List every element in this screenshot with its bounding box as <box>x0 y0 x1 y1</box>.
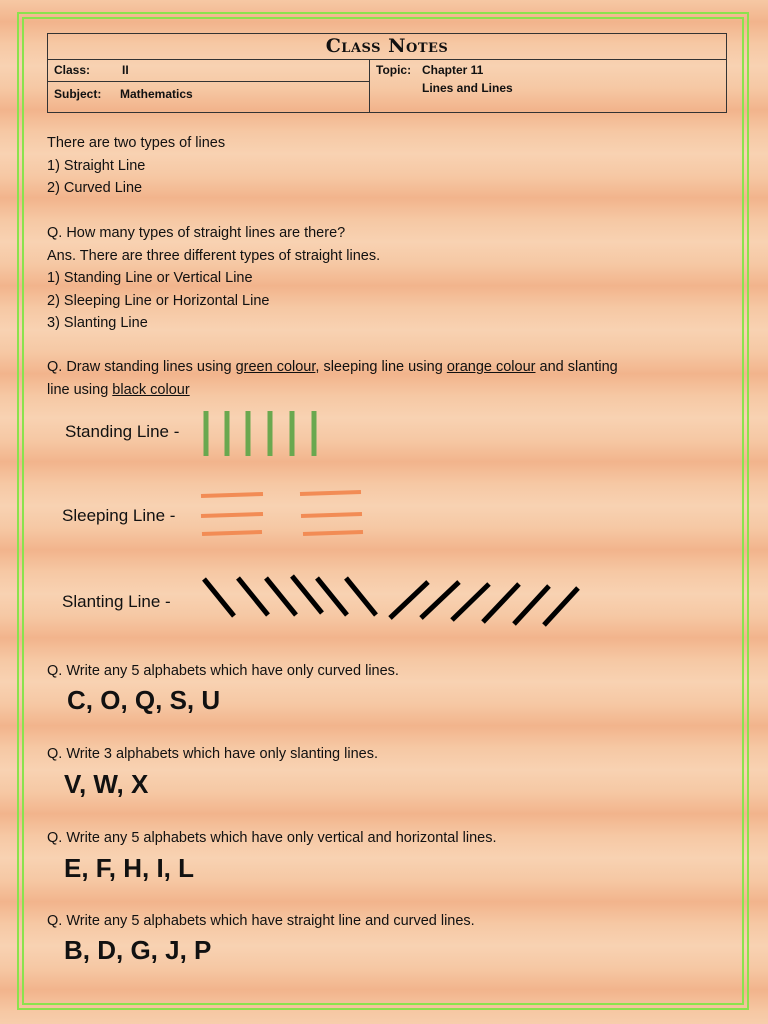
q5-answer: E, F, H, I, L <box>64 853 195 883</box>
sleeping-line <box>201 494 263 496</box>
standing-line-label: Standing Line - <box>65 422 180 441</box>
black-colour-text: black colour <box>112 381 190 398</box>
q2-text: , sleeping line using <box>315 359 447 375</box>
standing-lines <box>206 411 314 456</box>
q1-item: 1) Standing Line or Vertical Line <box>47 270 253 286</box>
sleeping-line-label: Sleeping Line - <box>62 506 176 525</box>
subject-label: Subject: <box>54 87 102 101</box>
q2-text: Q. Draw standing lines using <box>47 359 236 375</box>
q1-answer: Ans. There are three different types of straight lines. <box>47 247 381 264</box>
slanting-line <box>514 586 549 624</box>
q5-question: Q. Write any 5 alphabets which have only vertical and horizontal lines. <box>47 830 497 846</box>
q4-question: Q. Write 3 alphabets which have only slanting lines. <box>47 746 378 762</box>
slanting-line-label: Slanting Line - <box>62 592 171 611</box>
sleeping-line <box>301 514 362 516</box>
sleeping-lines <box>201 492 363 534</box>
intro-line: There are two types of lines <box>47 135 226 151</box>
q1-item: 2) Sleeping Line or Horizontal Line <box>47 292 270 309</box>
intro-line: 1) Straight Line <box>47 157 146 174</box>
topic-line2: Lines and Lines <box>422 81 513 95</box>
q1-item: 3) Slanting Line <box>47 315 148 331</box>
slanting-line <box>544 588 578 625</box>
sleeping-line <box>303 532 363 534</box>
slanting-line <box>238 578 268 615</box>
slanting-line <box>204 579 234 616</box>
slanting-line <box>452 584 489 620</box>
subject-value: Mathematics <box>120 87 193 101</box>
page-title: Class Notes <box>48 34 726 60</box>
sleeping-line <box>300 492 361 494</box>
q6-question: Q. Write any 5 alphabets which have straight line and curved lines. <box>47 913 475 929</box>
slanting-lines <box>204 576 578 625</box>
green-colour-text: green colour <box>235 359 316 375</box>
class-label: Class: <box>54 63 91 77</box>
q4-answer: V, W, X <box>64 769 149 799</box>
slanting-line <box>483 584 519 622</box>
sleeping-line <box>202 532 262 534</box>
slanting-line <box>390 582 428 618</box>
q1-question: Q. How many types of straight lines are there? <box>47 225 346 241</box>
class-value: II <box>122 63 129 77</box>
slanting-line <box>346 578 376 615</box>
sleeping-line <box>201 514 263 516</box>
q3-question: Q. Write any 5 alphabets which have only curved lines. <box>47 663 399 679</box>
q2-text: and slanting <box>535 359 618 375</box>
topic-line1: Chapter 11 <box>422 63 484 77</box>
slanting-line <box>421 582 459 618</box>
q2-text: line using <box>47 381 113 398</box>
q3-answer: C, O, Q, S, U <box>67 685 221 715</box>
orange-colour-text: orange colour <box>446 359 536 375</box>
intro-line: 2) Curved Line <box>47 180 143 196</box>
slanting-line <box>266 578 296 615</box>
q6-answer: B, D, G, J, P <box>64 935 212 965</box>
topic-label: Topic: <box>376 63 412 77</box>
